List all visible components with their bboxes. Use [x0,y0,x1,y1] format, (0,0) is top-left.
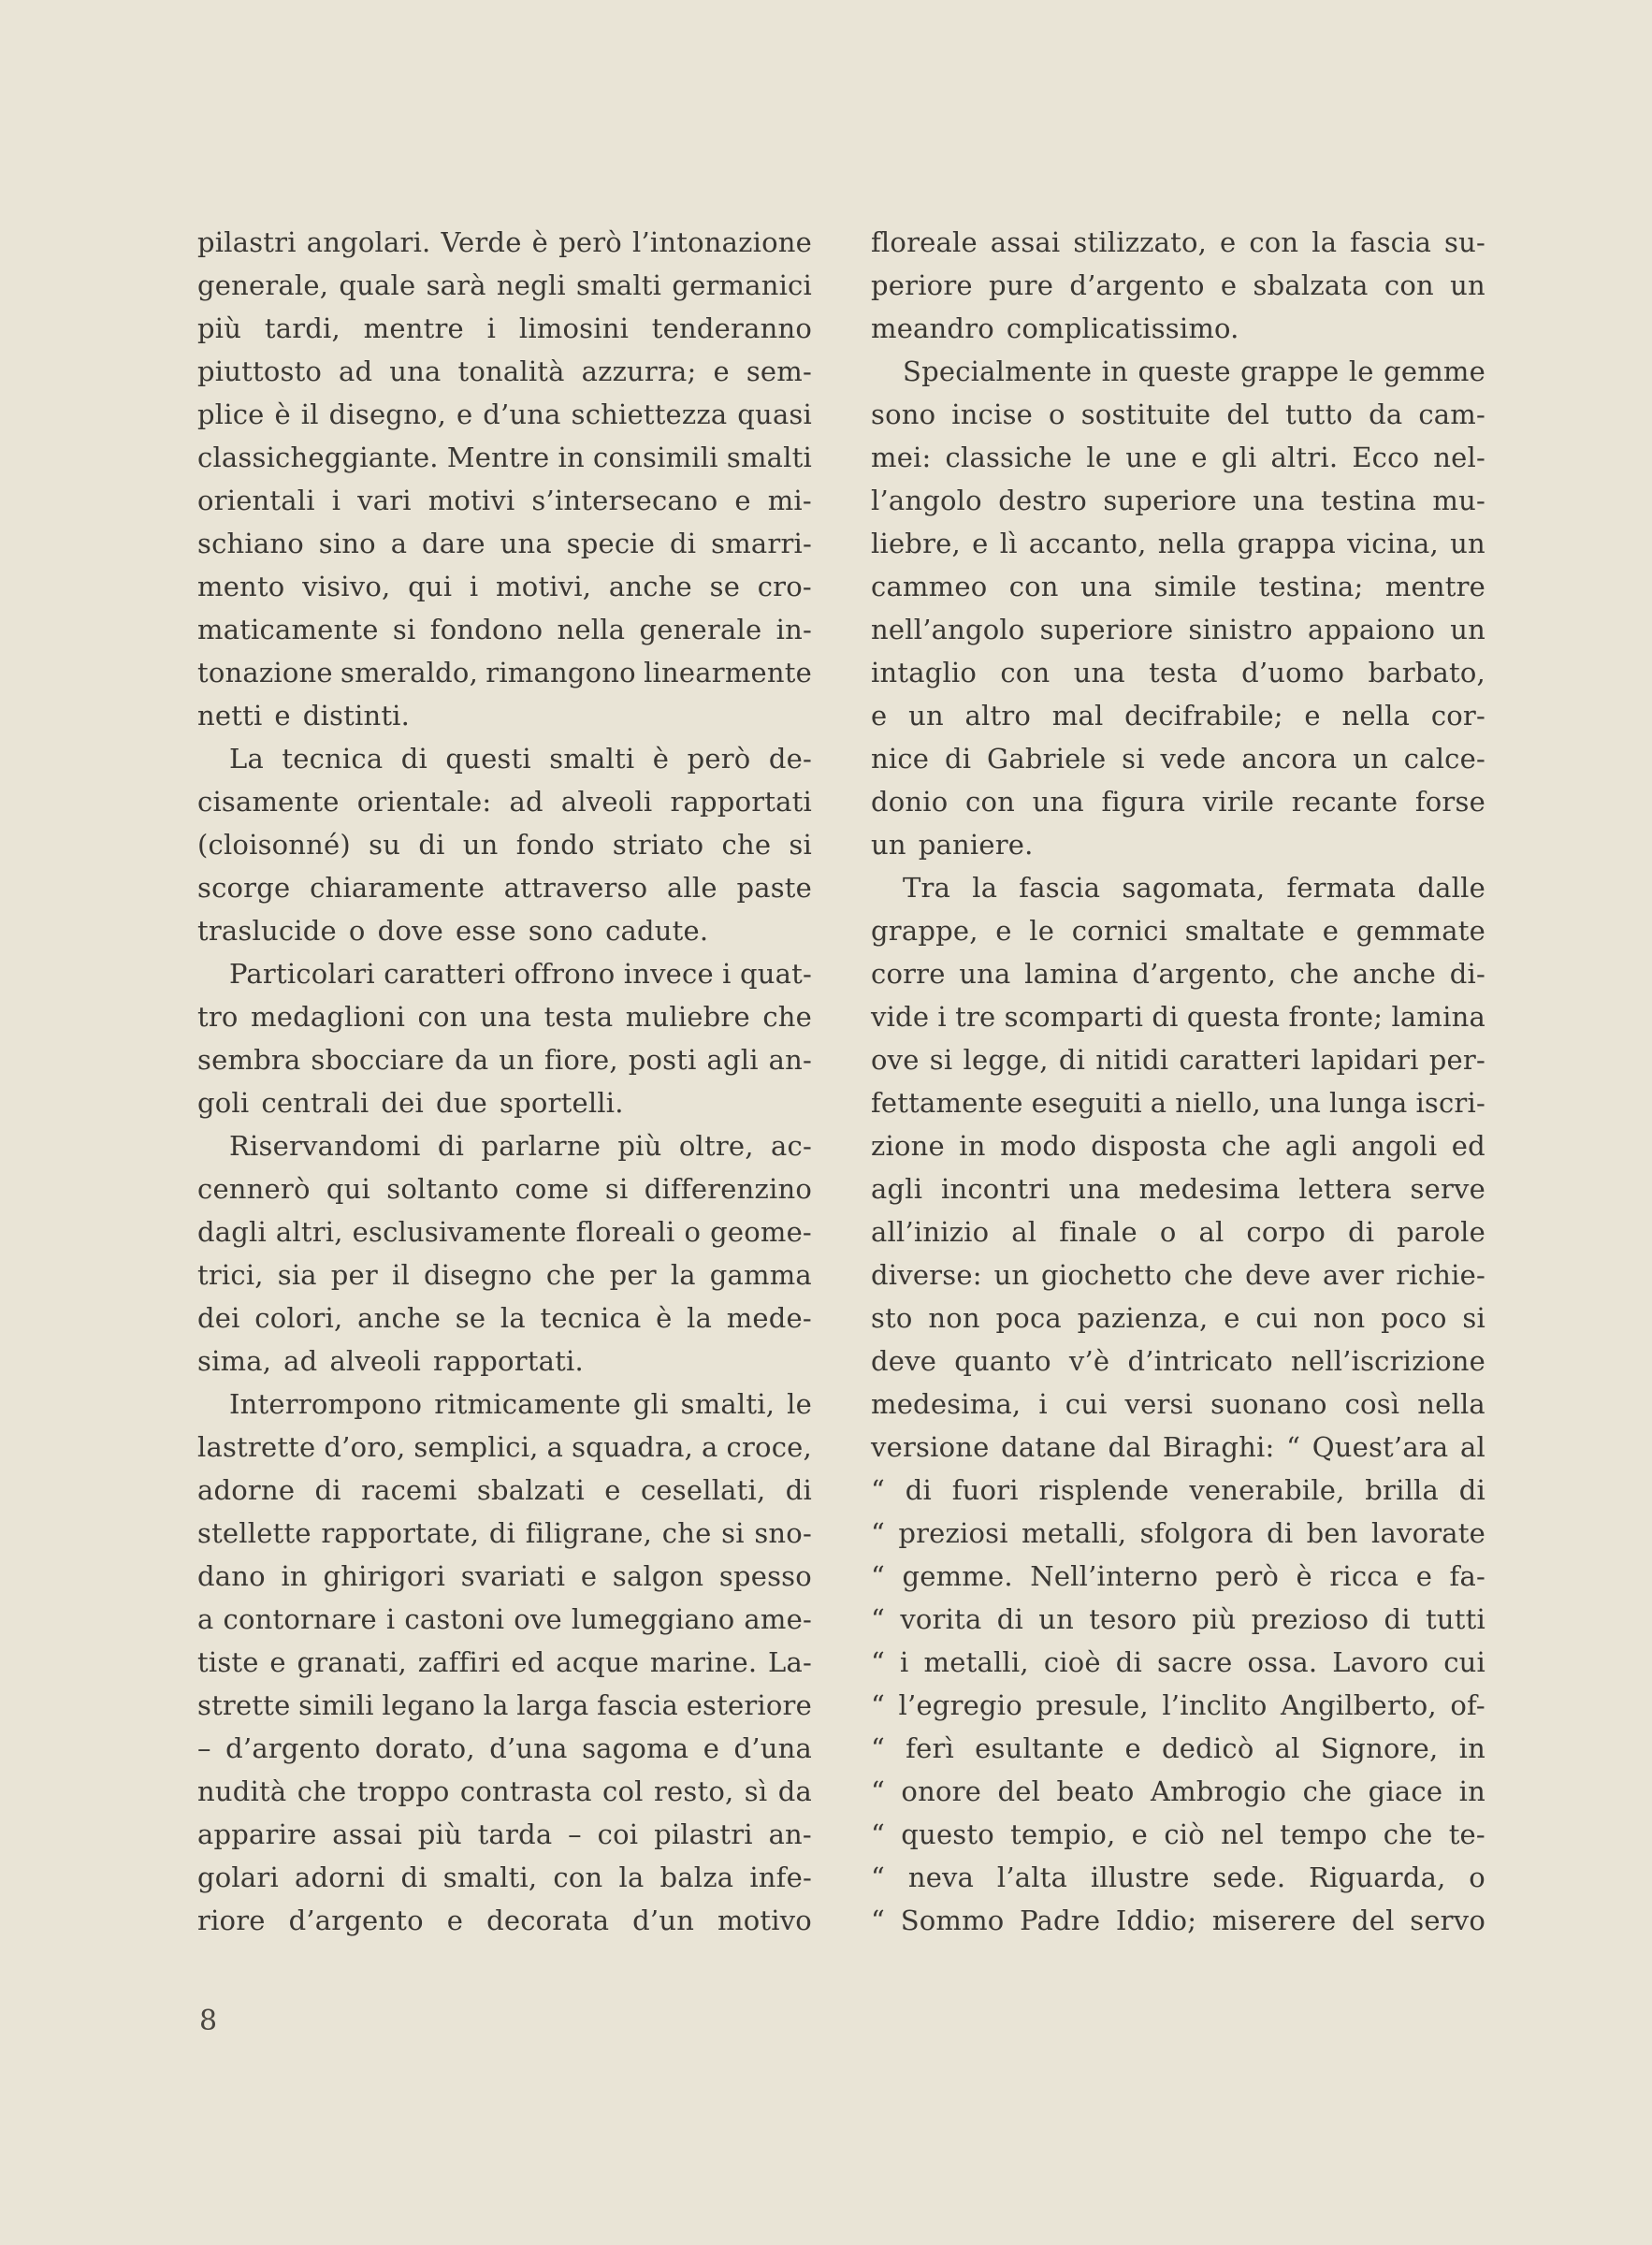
text-line: sima, ad alveoli rapportati. [197,1345,584,1377]
text-line: strette simili legano la larga fascia esteriore [197,1689,812,1721]
text-line: netti e distinti. [197,700,411,731]
text-line: corre una lamina d’argento, che anche di- [871,958,1485,990]
text-line: cisamente orientale: ad alveoli rapportati [197,786,812,818]
right-text-column [871,221,1485,1942]
text-line: “ neva l’alta illustre sede. Riguarda, o [871,1861,1485,1893]
text-line: periore pure d’argento e sbalzata con un [871,269,1485,301]
text-line: apparire assai più tarda – coi pilastri an- [197,1818,812,1850]
text-line: Interrompono ritmicamente gli smalti, le [229,1388,812,1420]
text-line: “ di fuori risplende venerabile, brilla di [871,1474,1485,1506]
text-line: medesima, i cui versi suonano così nella [871,1388,1485,1420]
text-line: cennerò qui soltanto come si differenzino [197,1173,812,1205]
text-line: ove si legge, di nitidi caratteri lapidari per- [871,1044,1485,1076]
text-line: “ vorita di un tesoro più prezioso di tutti [871,1603,1485,1635]
text-line: nell’angolo superiore sinistro appaiono un [871,614,1485,645]
text-line: plice è il disegno, e d’una schiettezza quasi [197,398,812,430]
text-line: piuttosto ad una tonalità azzurra; e sem- [197,355,812,387]
text-line: generale, quale sarà negli smalti germanici [197,269,812,301]
text-line: all’inizio al finale o al corpo di parole [871,1216,1485,1248]
text-line: l’angolo destro superiore una testina mu- [871,485,1485,516]
text-line: maticamente si fondono nella generale in- [197,614,812,645]
text-line: sono incise o sostituite del tutto da cam- [871,398,1485,430]
text-line: diverse: un giochetto che deve aver richie- [871,1259,1485,1291]
text-line: orientali i vari motivi s’intersecano e mi- [197,485,812,516]
text-line: traslucide o dove esse sono cadute. [197,915,709,947]
text-line: sembra sbocciare da un fiore, posti agli an- [197,1044,812,1076]
text-line: dano in ghirigori svariati e salgon spesso [197,1560,812,1592]
text-line: a contornare i castoni ove lumeggiano ame- [197,1603,812,1635]
text-line: donio con una figura virile recante forse [871,786,1485,818]
text-line: “ gemme. Nell’interno però è ricca e fa- [871,1560,1485,1592]
text-line: adorne di racemi sbalzati e cesellati, di [197,1474,812,1506]
text-line: intaglio con una testa d’uomo barbato, [871,657,1485,688]
text-line: “ l’egregio presule, l’inclito Angilberto, of- [871,1689,1485,1721]
text-line: deve quanto v’è d’intricato nell’iscrizione [871,1345,1485,1377]
text-line: un paniere. [871,829,1034,861]
text-line: tro medaglioni con una testa muliebre che [197,1001,812,1033]
text-line: lastrette d’oro, semplici, a squadra, a croce, [197,1431,812,1463]
text-line: meandro complicatissimo. [871,312,1239,344]
text-line: zione in modo disposta che agli angoli ed [871,1130,1485,1162]
text-line: Particolari caratteri offrono invece i quat- [229,958,812,990]
text-line: floreale assai stilizzato, e con la fascia su- [871,226,1485,258]
text-line: Tra la fascia sagomata, fermata dalle [903,872,1485,904]
text-line: stellette rapportate, di filigrane, che si sno- [197,1517,812,1549]
text-line: mei: classiche le une e gli altri. Ecco nel- [871,442,1485,473]
text-line: nice di Gabriele si vede ancora un calce- [871,743,1485,775]
text-line: scorge chiaramente attraverso alle paste [197,872,812,904]
text-line: “ preziosi metalli, sfolgora di ben lavorate [871,1517,1485,1549]
text-line: cammeo con una simile testina; mentre [871,571,1485,602]
text-line: dagli altri, esclusivamente floreali o geome- [197,1216,812,1248]
text-line: “ ferì esultante e dedicò al Signore, in [871,1732,1485,1764]
left-text-column [197,221,812,1942]
text-line: nudità che troppo contrasta col resto, sì da [197,1775,812,1807]
text-line: grappe, e le cornici smaltate e gemmate [871,915,1485,947]
text-line: tonazione smeraldo, rimangono linearmente [197,657,812,688]
text-line: “ questo tempio, e ciò nel tempo che te- [871,1818,1485,1850]
text-line: La tecnica di questi smalti è però de- [229,743,812,775]
text-line: “ i metalli, cioè di sacre ossa. Lavoro cui [871,1646,1485,1678]
text-line: fettamente eseguiti a niello, una lunga iscri- [871,1087,1485,1119]
text-line: pilastri angolari. Verde è però l’intonazione [197,226,812,258]
text-line: agli incontri una medesima lettera serve [871,1173,1485,1205]
text-line: “ Sommo Padre Iddio; miserere del servo [871,1905,1485,1936]
text-line: (cloisonné) su di un fondo striato che si [197,829,812,861]
text-line: sto non poca pazienza, e cui non poco si [871,1302,1485,1334]
text-line: dei colori, anche se la tecnica è la mede- [197,1302,812,1334]
text-line: trici, sia per il disegno che per la gamma [197,1259,812,1291]
text-line: Riservandomi di parlarne più oltre, ac- [229,1130,812,1162]
page-number: 8 [199,2005,218,2037]
text-line: e un altro mal decifrabile; e nella cor- [871,700,1485,731]
text-line: più tardi, mentre i limosini tenderanno [197,312,812,344]
text-line: Specialmente in queste grappe le gemme [903,355,1485,387]
text-line: vide i tre scomparti di questa fronte; lamina [871,1001,1485,1033]
text-line: golari adorni di smalti, con la balza infe- [197,1861,812,1893]
text-line: – d’argento dorato, d’una sagoma e d’una [197,1732,812,1764]
text-line: goli centrali dei due sportelli. [197,1087,624,1119]
text-line: schiano sino a dare una specie di smarri- [197,528,812,559]
text-line: tiste e granati, zaffiri ed acque marine. La- [197,1646,812,1678]
text-line: classicheggiante. Mentre in consimili smalti [197,442,812,473]
text-line: versione datane dal Biraghi: “ Quest’ara al [871,1431,1485,1463]
text-line: mento visivo, qui i motivi, anche se cro- [197,571,812,602]
text-line: “ onore del beato Ambrogio che giace in [871,1775,1485,1807]
text-line: riore d’argento e decorata d’un motivo [197,1905,812,1936]
text-line: liebre, e lì accanto, nella grappa vicina, un [871,528,1485,559]
